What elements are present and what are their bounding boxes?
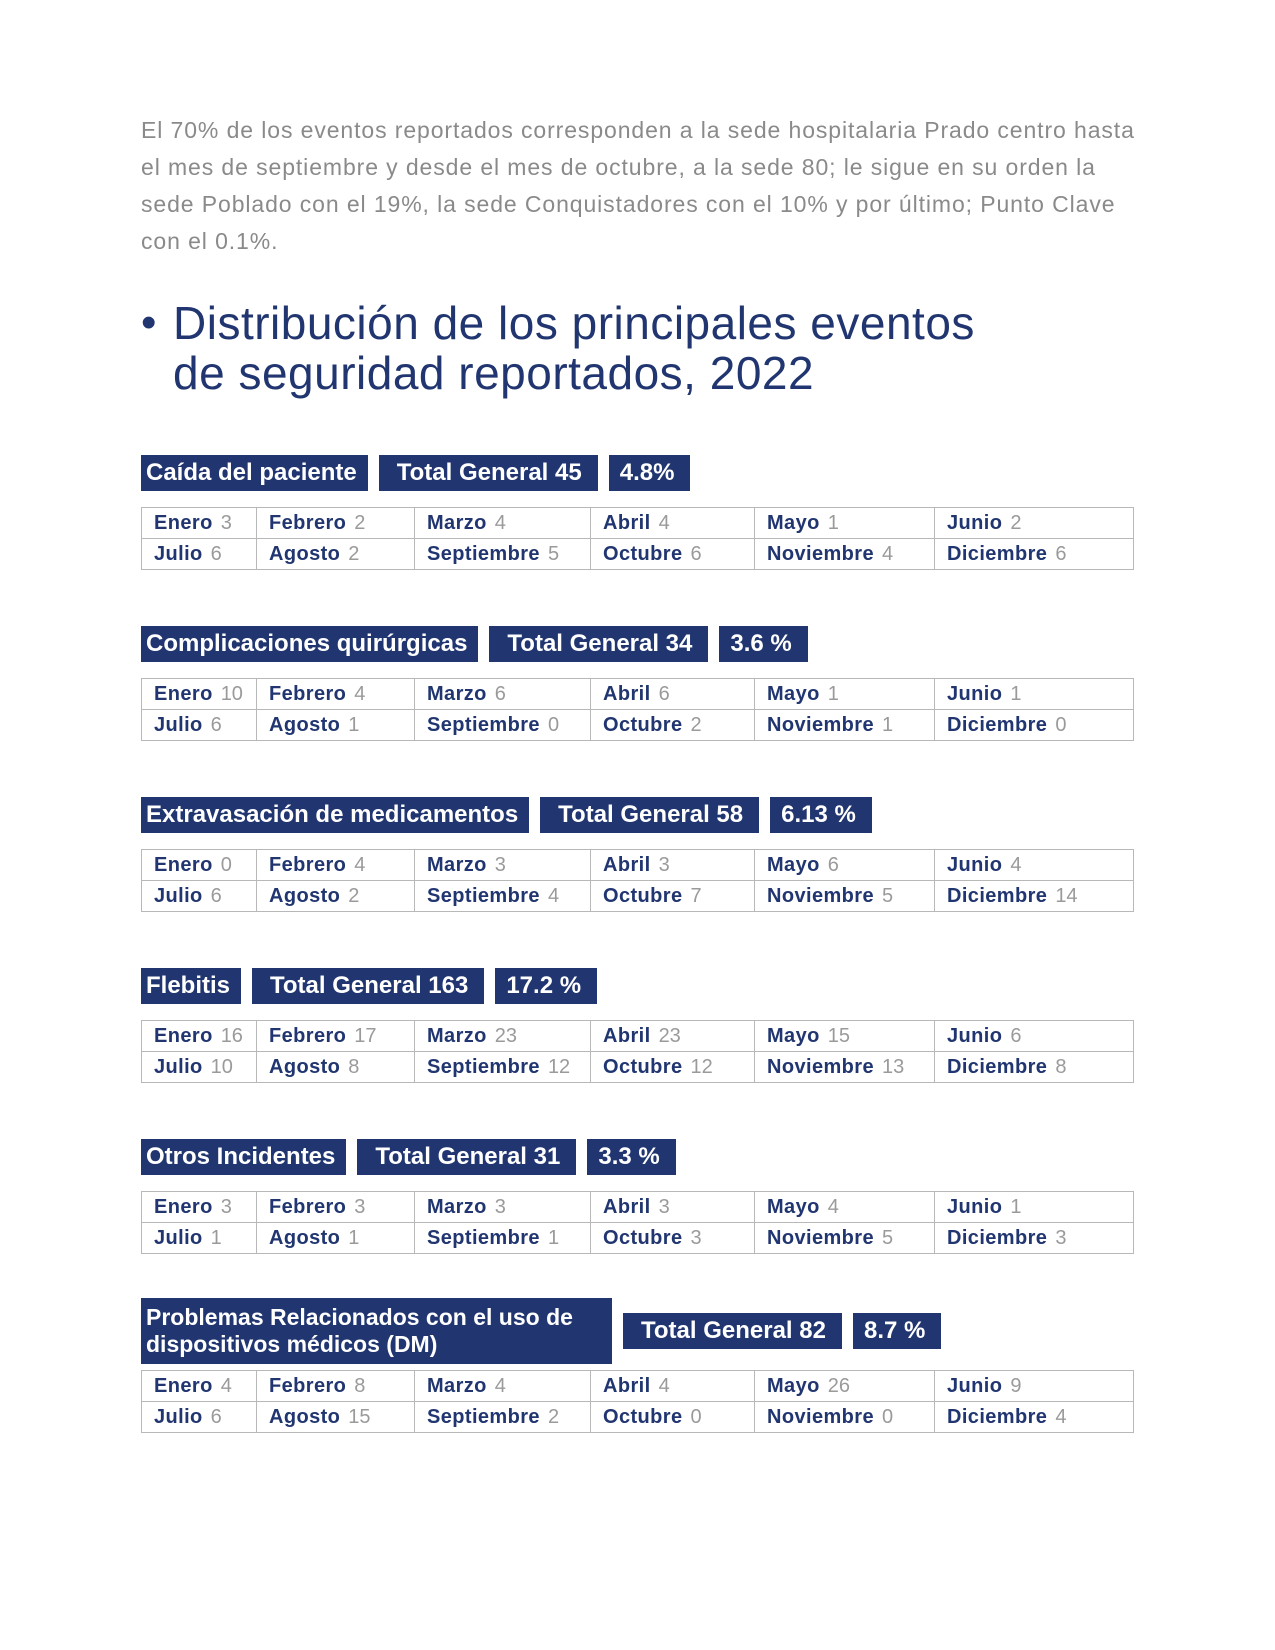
table-row (142, 1021, 1134, 1052)
month-name: Diciembre (947, 884, 1048, 907)
month-cell (415, 1223, 591, 1254)
month-name: Octubre (603, 542, 683, 565)
month-value: 2 (348, 542, 360, 565)
month-cell (755, 539, 935, 570)
event-header (141, 626, 1133, 662)
month-cell (935, 710, 1134, 741)
month-value: 3 (658, 1195, 670, 1218)
event-total: Total General 31 (357, 1139, 576, 1175)
month-cell (591, 1021, 755, 1052)
month-value: 0 (220, 853, 232, 876)
month-cell (257, 679, 415, 710)
month-cell (257, 539, 415, 570)
month-name: Septiembre (427, 1055, 540, 1078)
month-value: 4 (494, 511, 506, 534)
event-total: Total General 163 (252, 968, 484, 1004)
month-cell (591, 710, 755, 741)
month-name: Abril (603, 1195, 651, 1218)
month-name: Marzo (427, 1195, 487, 1218)
event-percent: 8.7 % (853, 1313, 941, 1349)
month-name: Octubre (603, 1405, 683, 1428)
event-section-dispositivos (141, 1298, 1133, 1433)
month-name: Marzo (427, 511, 487, 534)
monthly-table (141, 507, 1134, 570)
month-name: Octubre (603, 884, 683, 907)
month-cell (142, 850, 257, 881)
month-name: Octubre (603, 713, 683, 736)
month-cell (142, 1052, 257, 1083)
event-percent: 3.6 % (719, 626, 807, 662)
month-name: Septiembre (427, 713, 540, 736)
month-cell (257, 1223, 415, 1254)
month-cell (755, 1371, 935, 1402)
event-header (141, 968, 1133, 1004)
month-cell (591, 539, 755, 570)
month-value: 23 (658, 1024, 681, 1047)
month-name: Abril (603, 1374, 651, 1397)
month-name: Octubre (603, 1226, 683, 1249)
month-cell (257, 1192, 415, 1223)
month-value: 26 (827, 1374, 850, 1397)
event-total: Total General 82 (623, 1313, 842, 1349)
month-name: Junio (947, 511, 1003, 534)
month-value: 8 (1055, 1055, 1067, 1078)
month-name: Abril (603, 1024, 651, 1047)
month-value: 3 (220, 1195, 232, 1218)
month-cell (415, 881, 591, 912)
month-cell (755, 1052, 935, 1083)
event-percent: 3.3 % (587, 1139, 675, 1175)
month-value: 4 (354, 682, 366, 705)
month-cell (935, 679, 1134, 710)
month-value: 13 (881, 1055, 905, 1078)
month-cell (415, 539, 591, 570)
month-name: Marzo (427, 682, 487, 705)
month-cell (935, 539, 1134, 570)
month-cell (591, 1192, 755, 1223)
month-cell (142, 1192, 257, 1223)
month-value: 4 (220, 1374, 232, 1397)
month-value: 14 (1055, 884, 1078, 907)
month-value: 3 (494, 1195, 506, 1218)
month-value: 4 (1055, 1405, 1067, 1428)
month-value: 6 (494, 682, 506, 705)
month-cell (591, 679, 755, 710)
month-value: 6 (1055, 542, 1067, 565)
month-name: Enero (154, 1374, 213, 1397)
month-name: Julio (154, 1226, 203, 1249)
month-name: Febrero (269, 1024, 347, 1047)
month-cell (935, 1371, 1134, 1402)
month-name: Febrero (269, 1195, 347, 1218)
event-name: Complicaciones quirúrgicas (141, 626, 478, 662)
month-cell (142, 1371, 257, 1402)
month-cell (257, 881, 415, 912)
month-cell (415, 508, 591, 539)
month-cell (415, 850, 591, 881)
month-name: Septiembre (427, 1405, 540, 1428)
month-value: 0 (881, 1405, 894, 1428)
month-value: 2 (348, 884, 360, 907)
month-cell (257, 1021, 415, 1052)
month-value: 6 (210, 713, 222, 736)
month-name: Diciembre (947, 1405, 1048, 1428)
month-cell (415, 1402, 591, 1433)
month-value: 6 (210, 1405, 222, 1428)
month-value: 2 (354, 511, 366, 534)
month-value: 1 (210, 1226, 222, 1249)
month-name: Febrero (269, 682, 347, 705)
month-cell (142, 710, 257, 741)
month-value: 3 (690, 1226, 702, 1249)
month-value: 1 (881, 713, 894, 736)
month-cell (257, 508, 415, 539)
month-name: Junio (947, 1195, 1003, 1218)
event-name: Problemas Relacionados con el uso de dispositivos médicos (DM) (141, 1298, 612, 1364)
table-row (142, 1192, 1134, 1223)
month-name: Noviembre (767, 542, 874, 565)
month-value: 3 (1055, 1226, 1067, 1249)
month-cell (755, 508, 935, 539)
month-value: 4 (354, 853, 366, 876)
month-value: 1 (348, 1226, 360, 1249)
month-value: 0 (690, 1405, 702, 1428)
month-value: 3 (494, 853, 506, 876)
month-name: Julio (154, 884, 203, 907)
section-heading (141, 298, 1141, 398)
month-cell (591, 1223, 755, 1254)
month-cell (257, 1052, 415, 1083)
month-value: 5 (547, 542, 560, 565)
month-value: 0 (1055, 713, 1067, 736)
month-name: Septiembre (427, 542, 540, 565)
month-value: 6 (827, 853, 839, 876)
month-value: 9 (1010, 1374, 1022, 1397)
table-row (142, 539, 1134, 570)
month-name: Agosto (269, 884, 341, 907)
month-name: Febrero (269, 1374, 347, 1397)
event-name: Otros Incidentes (141, 1139, 346, 1175)
month-cell (935, 850, 1134, 881)
month-cell (142, 1021, 257, 1052)
month-name: Diciembre (947, 542, 1048, 565)
month-name: Marzo (427, 1024, 487, 1047)
month-value: 2 (1010, 511, 1022, 534)
month-cell (415, 1371, 591, 1402)
month-value: 3 (354, 1195, 366, 1218)
event-section-complicaciones (141, 626, 1133, 741)
month-name: Abril (603, 853, 651, 876)
month-cell (755, 1192, 935, 1223)
month-cell (935, 1052, 1134, 1083)
event-header (141, 797, 1133, 833)
month-value: 4 (658, 511, 670, 534)
month-cell (142, 679, 257, 710)
month-cell (142, 881, 257, 912)
month-cell (755, 1223, 935, 1254)
event-total: Total General 58 (540, 797, 759, 833)
table-row (142, 881, 1134, 912)
table-row (142, 850, 1134, 881)
month-cell (415, 1192, 591, 1223)
month-value: 6 (1010, 1024, 1022, 1047)
month-name: Marzo (427, 1374, 487, 1397)
month-name: Enero (154, 511, 213, 534)
event-percent: 4.8% (609, 455, 691, 491)
month-value: 6 (658, 682, 670, 705)
month-value: 6 (210, 884, 222, 907)
month-cell (415, 710, 591, 741)
month-value: 10 (220, 682, 243, 705)
month-cell (755, 1402, 935, 1433)
month-name: Mayo (767, 511, 820, 534)
month-cell (257, 1371, 415, 1402)
month-name: Enero (154, 682, 213, 705)
month-name: Junio (947, 1374, 1003, 1397)
month-name: Febrero (269, 511, 347, 534)
month-cell (591, 1052, 755, 1083)
month-value: 8 (354, 1374, 366, 1397)
event-section-otros (141, 1139, 1133, 1254)
month-name: Mayo (767, 1195, 820, 1218)
event-header (141, 1298, 1133, 1364)
month-value: 4 (494, 1374, 506, 1397)
month-value: 12 (690, 1055, 713, 1078)
month-value: 4 (1010, 853, 1022, 876)
month-value: 8 (348, 1055, 360, 1078)
month-cell (142, 1402, 257, 1433)
month-cell (755, 710, 935, 741)
monthly-table (141, 849, 1134, 912)
month-name: Enero (154, 853, 213, 876)
month-name: Noviembre (767, 1405, 874, 1428)
month-cell (591, 1371, 755, 1402)
month-value: 6 (690, 542, 702, 565)
monthly-table (141, 1020, 1134, 1083)
month-name: Agosto (269, 1226, 341, 1249)
month-cell (415, 679, 591, 710)
month-cell (415, 1052, 591, 1083)
month-cell (755, 1021, 935, 1052)
month-value: 5 (881, 1226, 894, 1249)
month-name: Noviembre (767, 713, 874, 736)
month-name: Diciembre (947, 1055, 1048, 1078)
month-value: 23 (494, 1024, 518, 1047)
month-value: 1 (1010, 682, 1022, 705)
month-value: 17 (354, 1024, 377, 1047)
month-cell (935, 1192, 1134, 1223)
month-name: Abril (603, 511, 651, 534)
month-value: 15 (348, 1405, 371, 1428)
month-cell (935, 508, 1134, 539)
month-name: Agosto (269, 713, 341, 736)
table-row (142, 1371, 1134, 1402)
month-name: Octubre (603, 1055, 683, 1078)
month-value: 5 (881, 884, 894, 907)
month-value: 1 (1010, 1195, 1022, 1218)
month-value: 7 (690, 884, 702, 907)
event-total: Total General 34 (489, 626, 708, 662)
event-percent: 17.2 % (495, 968, 597, 1004)
month-value: 4 (881, 542, 894, 565)
table-row (142, 679, 1134, 710)
month-name: Julio (154, 713, 203, 736)
month-value: 15 (827, 1024, 850, 1047)
table-row (142, 710, 1134, 741)
month-cell (591, 1402, 755, 1433)
month-name: Mayo (767, 1374, 820, 1397)
month-name: Agosto (269, 1055, 341, 1078)
month-cell (935, 881, 1134, 912)
month-cell (755, 679, 935, 710)
month-cell (591, 508, 755, 539)
event-section-extravasacion (141, 797, 1133, 912)
page-title (173, 298, 975, 398)
month-value: 1 (827, 511, 839, 534)
title-line-1: Distribución de los principales eventos (173, 297, 975, 349)
month-cell (755, 850, 935, 881)
month-cell (142, 539, 257, 570)
month-name: Mayo (767, 682, 820, 705)
month-value: 4 (658, 1374, 670, 1397)
title-line-2: de seguridad reportados, 2022 (173, 347, 815, 399)
event-percent: 6.13 % (770, 797, 872, 833)
month-name: Noviembre (767, 1226, 874, 1249)
month-value: 4 (547, 884, 560, 907)
month-name: Abril (603, 682, 651, 705)
month-cell (755, 881, 935, 912)
month-cell (257, 1402, 415, 1433)
month-name: Junio (947, 682, 1003, 705)
event-section-flebitis (141, 968, 1133, 1083)
month-value: 4 (827, 1195, 839, 1218)
bullet-icon: • (141, 298, 157, 347)
month-value: 16 (220, 1024, 243, 1047)
month-value: 2 (690, 713, 702, 736)
month-name: Enero (154, 1024, 213, 1047)
intro-paragraph: El 70% de los eventos reportados corresponden a la sede hospitalaria Prado centro hasta el mes de septiembre y desde el mes de octubre, a la sede 80; le sigue en su orden la sede Poblado con el 19%, la sede Conquistadores con el 10% y por último; Punto Clave con el 0.1%. (141, 117, 1135, 254)
month-cell (142, 508, 257, 539)
month-name: Septiembre (427, 1226, 540, 1249)
month-cell (935, 1402, 1134, 1433)
month-value: 12 (547, 1055, 571, 1078)
month-value: 1 (348, 713, 360, 736)
month-cell (591, 850, 755, 881)
month-cell (142, 1223, 257, 1254)
month-value: 1 (547, 1226, 560, 1249)
table-row (142, 1402, 1134, 1433)
month-value: 6 (210, 542, 222, 565)
table-row (142, 508, 1134, 539)
event-header (141, 455, 1133, 491)
month-name: Mayo (767, 1024, 820, 1047)
monthly-table (141, 1191, 1134, 1254)
month-value: 3 (658, 853, 670, 876)
event-total: Total General 45 (379, 455, 598, 491)
event-name: Caída del paciente (141, 455, 368, 491)
month-value: 0 (547, 713, 560, 736)
month-cell (935, 1223, 1134, 1254)
month-name: Junio (947, 853, 1003, 876)
month-name: Febrero (269, 853, 347, 876)
event-header (141, 1139, 1133, 1175)
month-name: Mayo (767, 853, 820, 876)
table-row (142, 1052, 1134, 1083)
month-name: Julio (154, 1405, 203, 1428)
month-cell (257, 710, 415, 741)
month-name: Agosto (269, 1405, 341, 1428)
month-cell (935, 1021, 1134, 1052)
month-name: Noviembre (767, 1055, 874, 1078)
month-name: Julio (154, 542, 203, 565)
event-section-caida (141, 455, 1133, 570)
month-name: Diciembre (947, 1226, 1048, 1249)
month-cell (415, 1021, 591, 1052)
month-cell (591, 881, 755, 912)
month-name: Junio (947, 1024, 1003, 1047)
month-name: Agosto (269, 542, 341, 565)
monthly-table (141, 678, 1134, 741)
month-value: 10 (210, 1055, 233, 1078)
event-name: Extravasación de medicamentos (141, 797, 529, 833)
event-name: Flebitis (141, 968, 241, 1004)
month-value: 1 (827, 682, 839, 705)
month-name: Julio (154, 1055, 203, 1078)
month-value: 3 (220, 511, 232, 534)
month-name: Septiembre (427, 884, 540, 907)
month-cell (257, 850, 415, 881)
month-name: Marzo (427, 853, 487, 876)
month-name: Noviembre (767, 884, 874, 907)
monthly-table (141, 1370, 1134, 1433)
month-value: 2 (547, 1405, 560, 1428)
month-name: Enero (154, 1195, 213, 1218)
table-row (142, 1223, 1134, 1254)
month-name: Diciembre (947, 713, 1048, 736)
